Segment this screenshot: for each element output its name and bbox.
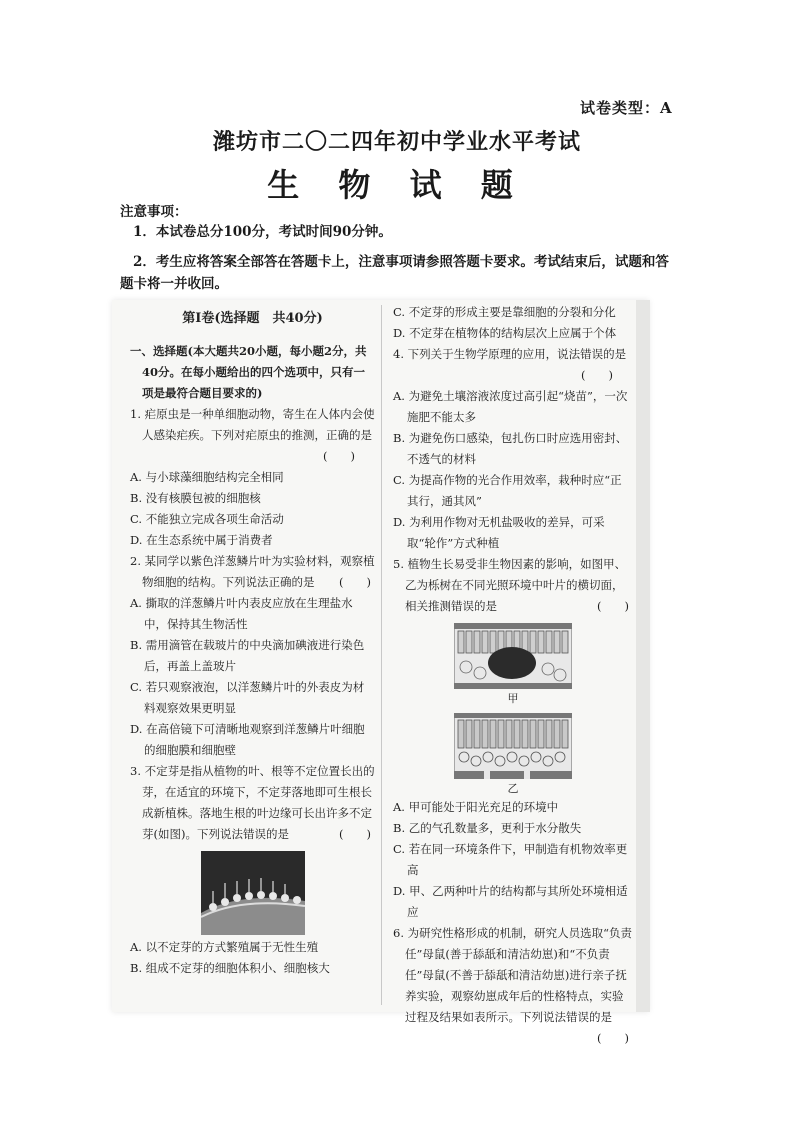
- question-2-option-b: B. 需用滴管在载玻片的中央滴加碘液进行染色后，再盖上盖玻片: [130, 638, 365, 673]
- question-4-stem: 4. 下列关于生物学原理的应用，说法错误的是: [393, 347, 627, 361]
- question-1-option-d: D. 在生态系统中属于消费者: [130, 533, 273, 547]
- question-2-stem-text: 2. 某同学以紫色洋葱鳞片叶为实验材料，观察植物细胞的结构。下列说法正确的是: [130, 554, 375, 589]
- question-2-option-c: C. 若只观察液泡，以洋葱鳞片叶的外表皮为材料观察效果更明显: [130, 680, 365, 715]
- question-1-option-b: B. 没有核膜包被的细胞核: [130, 491, 261, 505]
- exam-title: 潍坊市二〇二四年初中学业水平考试: [212, 129, 581, 155]
- question-2-answer-paren: ( ): [339, 575, 371, 589]
- left-column: [130, 308, 375, 979]
- question-3-option-d: D. 不定芽在植物体的结构层次上应属于个体: [393, 326, 617, 340]
- paper-type: 试卷类型：A: [580, 99, 673, 117]
- section-title: 第Ⅰ卷(选择题 共40分): [182, 311, 323, 326]
- question-3-option-b: B. 组成不定芽的细胞体积小、细胞核大: [130, 961, 330, 975]
- figure-label-jia: 甲: [507, 692, 519, 705]
- scan-edge-shadow: [636, 300, 650, 1012]
- question-3-stem-text: 3. 不定芽是指从植物的叶、根等不定位置长出的芽，在适宜的环境下，不定芽落地即可生根长成新植株。落地生根的叶边缘可长出许多不定芽(如图)。下列说法错误的是: [130, 764, 375, 841]
- question-1-option-c: C. 不能独立完成各项生命活动: [130, 512, 284, 526]
- question-4-answer-paren: ( ): [581, 368, 613, 382]
- question-5-option-d: D. 甲、乙两种叶片的结构都与其所处环境相适应: [393, 884, 628, 919]
- question-4-option-b: B. 为避免伤口感染，包扎伤口时应选用密封、不透气的材料: [393, 431, 628, 466]
- notice-heading: 注意事项：: [120, 204, 188, 220]
- leaf-section-figure-jia: [454, 623, 572, 689]
- figure-label-yi: 乙: [507, 782, 519, 795]
- question-2-stem: [130, 551, 375, 593]
- question-3-answer-paren: ( ): [339, 827, 371, 841]
- question-1-answer-paren: ( ): [323, 449, 355, 463]
- question-4-option-c: C. 为提高作物的光合作用效率，栽种时应“正其行，通其风”: [393, 473, 622, 508]
- column-divider: [381, 305, 382, 1005]
- question-6-answer-paren: ( ): [597, 1031, 629, 1045]
- notice-item-2: 2．考生应将答案全部答在答题卡上，注意事项请参照答题卡要求。考试结束后，试题和答题卡将一并收回。: [120, 254, 669, 292]
- question-6-stem: [393, 923, 633, 1045]
- question-4-option-d: D. 为利用作物对无机盐吸收的差异，可采取“轮作”方式种植: [393, 515, 605, 550]
- question-5-option-a: A. 甲可能处于阳光充足的环境中: [393, 800, 559, 814]
- question-3-option-a: A. 以不定芽的方式繁殖属于无性生殖: [130, 940, 319, 954]
- question-3-option-c: C. 不定芽的形成主要是靠细胞的分裂和分化: [393, 305, 616, 319]
- question-5-stem-text: 5. 植物生长易受非生物因素的影响，如图甲、乙为栎树在不同光照环境中叶片的横切面，相关推测错误的是: [393, 557, 627, 613]
- right-column: [393, 302, 633, 1049]
- subject-title: 生 物 试 题: [267, 166, 527, 204]
- question-2-option-d: D. 在高倍镜下可清晰地观察到洋葱鳞片叶细胞的细胞膜和细胞壁: [130, 722, 365, 757]
- question-5-option-b: B. 乙的气孔数量多，更利于水分散失: [393, 821, 582, 835]
- question-1-option-a: A. 与小球藻细胞结构完全相同: [130, 470, 284, 484]
- question-3-stem: [130, 761, 375, 845]
- question-5-option-c: C. 若在同一环境条件下，甲制造有机物效率更高: [393, 842, 628, 877]
- question-5-answer-paren: ( ): [597, 599, 629, 613]
- leaf-section-figure-yi: [454, 713, 572, 779]
- budding-leaf-photo: [201, 851, 305, 935]
- question-2-option-a: A. 撕取的洋葱鳞片叶内表皮应放在生理盐水中，保持其生物活性: [130, 596, 353, 631]
- section-instructions: 一、选择题(本大题共20小题，每小题2分，共40分。在每小题给出的四个选项中，只有一项是最符合题目要求的): [130, 344, 367, 400]
- question-1-stem: 1. 疟原虫是一种单细胞动物，寄生在人体内会使人感染疟疾。下列对疟原虫的推测，正确的是: [130, 407, 375, 442]
- question-5-stem: [393, 554, 633, 617]
- notice-item-1: 1．本试卷总分100分，考试时间90分钟。: [133, 224, 392, 240]
- question-4-option-a: A. 为避免土壤溶液浓度过高引起“烧苗”，一次施肥不能太多: [393, 389, 628, 424]
- question-6-stem-text: 6. 为研究性格形成的机制，研究人员选取“负责任”母鼠(善于舔舐和清洁幼崽)和“不负责任”母鼠(不善于舔舐和清洁幼崽)进行亲子抚养实验，观察幼崽成年后的性格特点，实验过程及结果如表所示。下列说法错误的是: [393, 926, 633, 1024]
